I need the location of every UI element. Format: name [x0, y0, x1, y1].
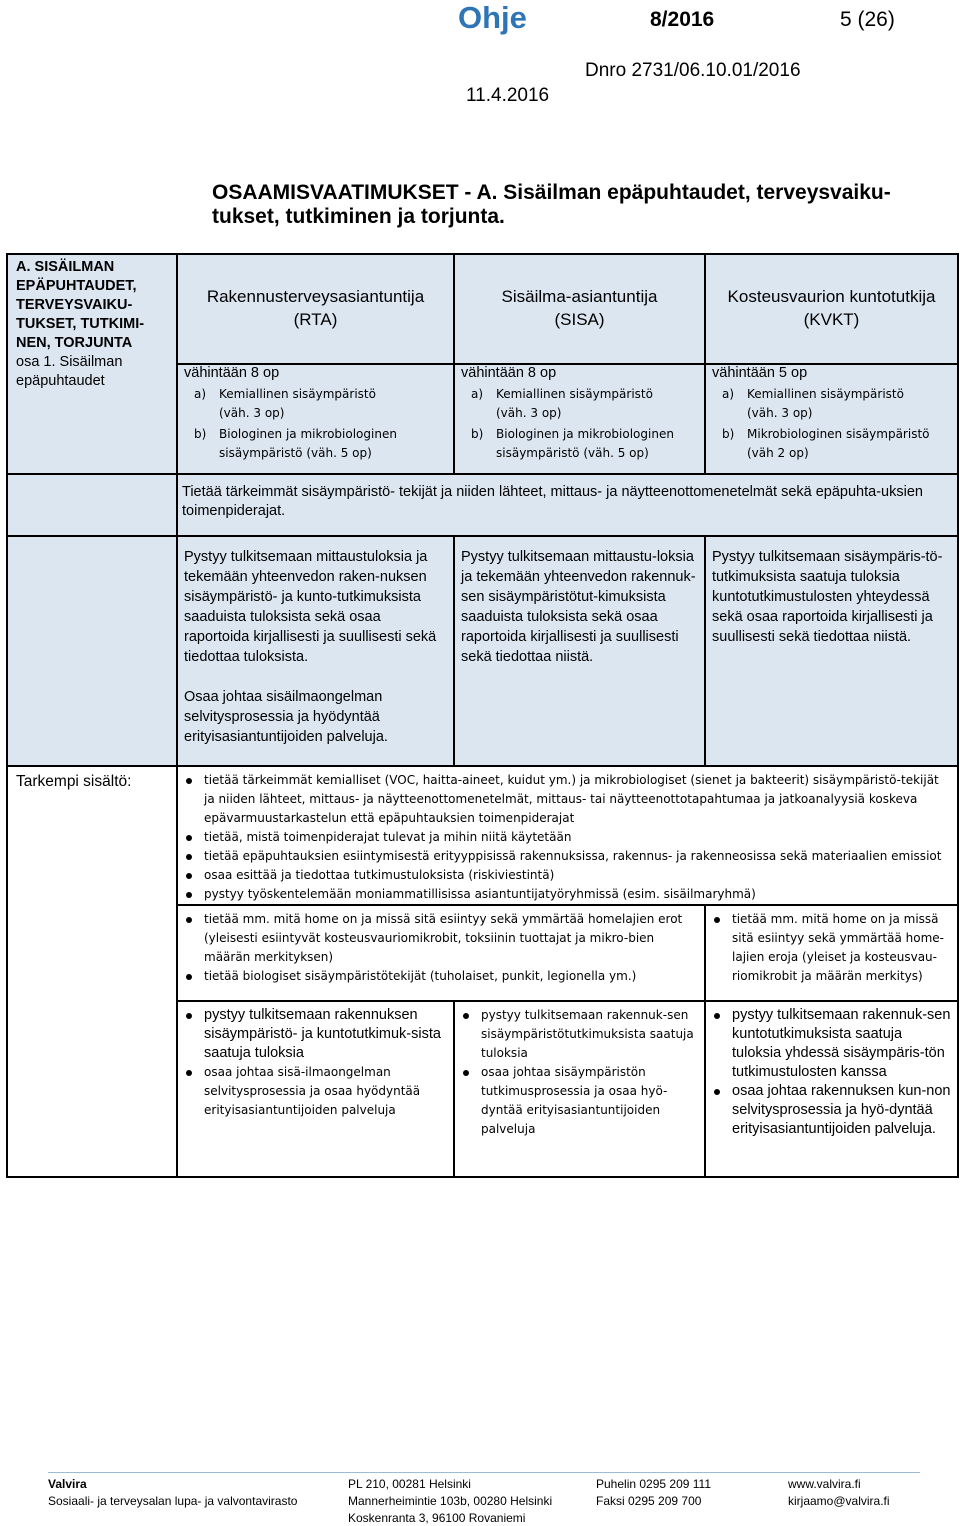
bullet-icon: [714, 917, 720, 923]
bottom-content-sisa: [454, 1001, 705, 1177]
bullet-icon: [714, 1089, 720, 1095]
list-item: osaa esittää ja tiedottaa tutkimustuloksista (riskiviestintä): [178, 866, 947, 885]
list-item: osaa johtaa rakennuksen kun-non selvitysprosessia ja hyö-dyntää erityisasiantuntijoiden palveluja.: [706, 1082, 951, 1139]
column-abbr: (SISA): [554, 310, 605, 329]
section-label-line: EPÄPUHTAUDET,: [16, 278, 137, 294]
document-type-title: Ohje: [458, 0, 527, 35]
section-label-cell: [7, 254, 177, 474]
knowledge-text: Tietää tärkeimmät sisäympäristö- tekijät ja niiden lähteet, mittaus- ja näytteenottomenetelmät sekä epäpuhta-uksien toimenpiderajat.: [182, 484, 923, 519]
column-abbr: (RTA): [293, 310, 338, 329]
bullet-icon: [186, 917, 192, 923]
list-item: pystyy tulkitsemaan rakennuksen sisäympäristö- ja kuntotutkimuk-sista saatuja tuloksia: [178, 1006, 447, 1063]
requirement-cell-kvkt: [705, 364, 958, 474]
bullet-icon: [463, 1013, 469, 1019]
empty-left-cell: [7, 474, 177, 536]
list-item: tietää mm. mitä home on ja missä sitä esiintyy sekä ymmärtää home-lajien eroja (yleiset ja kosteusvau-riomikrobit ja määrän merkitys): [706, 910, 951, 986]
list-item: tietää tärkeimmät kemialliset (VOC, haitta-aineet, kuidut ym.) ja mikrobiologiset (sienet ja bakteerit) sisäympäristö-tekijät ja niiden lähteet, mittaus- ja näytteenottomenetelmät, mittaus- tai näytteenottotapahtumaa ja jatkoanalyysiä koskeva epävarmuustarkastelun että epäpuhtauksien toimenpiderajat: [178, 771, 947, 828]
minimum-credits: vähintään 5 op: [712, 365, 808, 381]
document-number: 8/2016: [650, 8, 715, 31]
footer-phone: Puhelin 0295 209 111: [596, 1477, 711, 1491]
bullet-icon: [186, 1013, 192, 1019]
footer-fax: Faksi 0295 209 700: [596, 1494, 702, 1508]
footer-brand: Valvira: [48, 1477, 87, 1491]
minimum-credits: vähintään 8 op: [184, 365, 280, 381]
footer-website-link[interactable]: www.valvira.fi: [788, 1477, 861, 1491]
bottom-content-kvkt: [705, 1001, 958, 1177]
skill-text: Pystyy tulkitsemaan mittaustu-loksia ja tekemään yhteenvedon rakennuk-sen sisäympäristötut-kimuksista saaduista tuloksista sekä osaa raportoida kirjallisesti ja suullisesti sekä tiedottaa niistä.: [461, 549, 696, 665]
skill-cell-rta: [177, 536, 454, 766]
requirement-item: b) Mikrobiologinen sisäympäristö (väh 2 op): [722, 427, 930, 460]
requirement-item: b) Biologinen ja mikrobiologinen sisäympäristö (väh. 5 op): [194, 427, 397, 460]
part-label-line: epäpuhtaudet: [16, 373, 105, 389]
skill-cell-sisa: [454, 536, 705, 766]
section-label-line: NEN, TORJUNTA: [16, 335, 133, 351]
footer-divider: [48, 1472, 920, 1473]
skill-text: Osaa johtaa sisäilmaongelman selvitysprosessia ja hyödyntää erityisasiantuntijoiden palveluja.: [184, 689, 388, 745]
skill-cell-kvkt: [705, 536, 958, 766]
list-item: pystyy työskentelemään moniammatillisissa asiantuntijatyöryhmissä (esim. sisäilmaryhmä): [178, 885, 947, 904]
section-label-line: TUKSET, TUTKIMI-: [16, 316, 145, 332]
requirement-item: a) Kemiallinen sisäympäristö (väh. 3 op): [722, 387, 904, 420]
list-item: tietää, mistä toimenpiderajat tulevat ja mihin niitä käytetään: [178, 828, 947, 847]
column-header-kvkt: [705, 254, 958, 364]
bullet-icon: [186, 835, 192, 841]
requirement-cell-sisa: [454, 364, 705, 474]
column-heading: Sisäilma-asiantuntija: [501, 287, 658, 306]
bullet-icon: [186, 778, 192, 784]
list-item: tietää biologiset sisäympäristötekijät (tuholaiset, punkit, legionella ym.): [178, 967, 698, 986]
footer-email-link[interactable]: kirjaamo@valvira.fi: [788, 1494, 890, 1508]
column-header-rta: [177, 254, 454, 364]
list-item: pystyy tulkitsemaan rakennuk-sen kuntotutkimuksista saatuja tuloksia yhdessä sisäympäris-tön tutkimustulosten kanssa: [706, 1006, 951, 1082]
bullet-icon: [714, 1013, 720, 1019]
requirement-item: a) Kemiallinen sisäympäristö (väh. 3 op): [194, 387, 376, 420]
list-item: tietää epäpuhtauksien esiintymisestä erityyppisissä rakennuksissa, rakennus- ja rakenneosissa sekä materiaalien emissiot: [178, 847, 947, 866]
requirement-item: b) Biologinen ja mikrobiologinen sisäympäristö (väh. 5 op): [471, 427, 674, 460]
minimum-credits: vähintään 8 op: [461, 365, 557, 381]
footer-address-line: Koskenranta 3, 96100 Rovaniemi: [348, 1511, 526, 1525]
empty-left-cell: [7, 536, 177, 766]
footer-organization: Sosiaali- ja terveysalan lupa- ja valvontavirasto: [48, 1494, 298, 1508]
requirement-item: a) Kemiallinen sisäympäristö (väh. 3 op): [471, 387, 653, 420]
skill-text: Pystyy tulkitsemaan sisäympäris-tö-tutkimuksista saatuja tuloksia kuntotutkimustulosten yhteydessä sekä osaa raportoida kirjallisesti ja suullisesti sekä tiedottaa niistä.: [712, 549, 943, 645]
requirement-cell-rta: [177, 364, 454, 474]
list-item: pystyy tulkitsemaan rakennuk-sen sisäympäristötutkimuksista saatuja tuloksia: [455, 1006, 698, 1063]
column-heading: Kosteusvaurion kuntotutkija: [727, 287, 936, 306]
kvkt-content-cell: [705, 905, 958, 1001]
column-heading: Rakennusterveysasiantuntija: [206, 287, 425, 306]
list-item: osaa johtaa sisä-ilmaongelman selvitysprosessia ja osaa hyödyntää erityisasiantuntijoiden palveluja: [178, 1063, 447, 1120]
column-abbr: (KVKT): [803, 310, 860, 329]
list-item: osaa johtaa sisäympäristön tutkimusprosessia ja osaa hyö-dyntää erityisasiantuntijoiden palveluja: [455, 1063, 698, 1139]
requirements-table: [6, 253, 959, 1178]
bullet-icon: [186, 873, 192, 879]
registry-number: Dnro 2731/06.10.01/2016: [585, 60, 801, 81]
bullet-icon: [186, 974, 192, 980]
list-item: tietää mm. mitä home on ja missä sitä esiintyy sekä ymmärtää homelajien erot (yleisesti esiintyvät kosteusvauriomikrobit, toksiinin tuottajat ja mikro-bien määrän merkityksen): [178, 910, 698, 967]
document-date: 11.4.2016: [466, 85, 550, 106]
page-title: OSAAMISVAATIMUKSET - A. Sisäilman epäpuhtaudet, terveysvaiku-tukset, tutkiminen ja torjunta.: [212, 181, 891, 228]
bullet-icon: [186, 1070, 192, 1076]
bullet-icon: [463, 1070, 469, 1076]
page-number: 5 (26): [840, 8, 895, 31]
rta-sisa-content-cell: [177, 905, 705, 1001]
footer-address-line: Mannerheimintie 103b, 00280 Helsinki: [348, 1494, 553, 1508]
detailed-content-label-cell: [7, 766, 177, 1177]
section-label-line: TERVEYSVAIKU-: [16, 297, 133, 313]
skill-text: Pystyy tulkitsemaan mittaustuloksia ja tekemään yhteenvedon raken-nuksen sisäympäristö- ja kunto-tutkimuksista saaduista tuloksista sekä osaa raportoida kirjallisesti ja suullisesti sekä tiedottaa tuloksista.: [184, 549, 437, 665]
bullet-icon: [186, 854, 192, 860]
bullet-icon: [186, 892, 192, 898]
footer-address-line: PL 210, 00281 Helsinki: [348, 1477, 471, 1491]
bottom-content-rta: [177, 1001, 454, 1177]
detailed-content-label: Tarkempi sisältö:: [16, 773, 132, 790]
common-content-cell: [177, 766, 958, 905]
knowledge-cell: [177, 474, 958, 536]
section-label-line: A. SISÄILMAN: [16, 259, 115, 275]
part-label-line: osa 1. Sisäilman: [16, 354, 123, 370]
column-header-sisa: [454, 254, 705, 364]
